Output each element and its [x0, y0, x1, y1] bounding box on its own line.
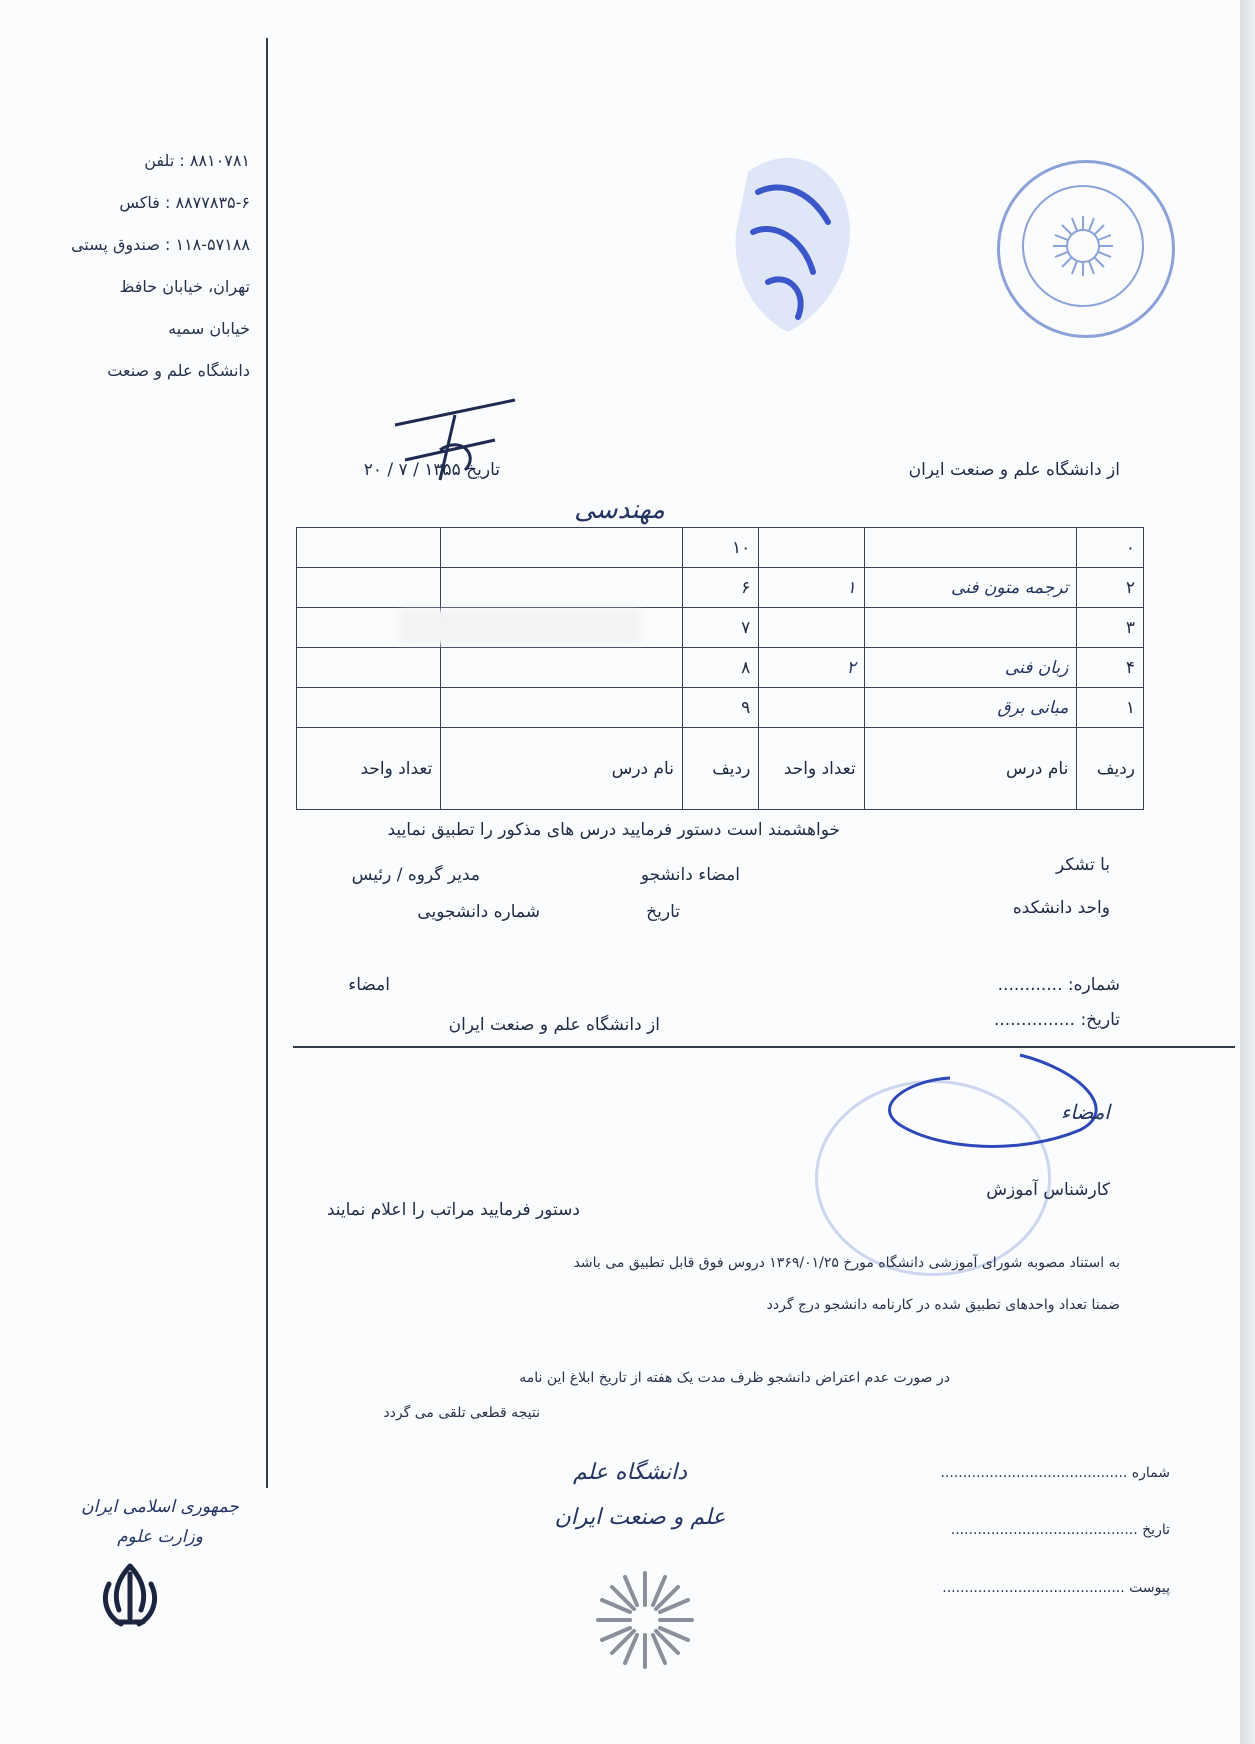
university-name-line: علم و صنعت ایران: [554, 1505, 726, 1530]
sidebar-line: دانشگاه علم و صنعت: [107, 361, 250, 380]
thanks-label: با تشکر: [1056, 855, 1110, 875]
table-cell: [297, 688, 441, 728]
final-line: نتیجه قطعی تلقی می گردد: [383, 1405, 540, 1421]
table-cell: ۸: [682, 648, 758, 688]
number-field: شماره: ............: [997, 975, 1120, 995]
university-name-line: دانشگاه علم: [572, 1460, 688, 1485]
request-line: خواهشمند است دستور فرمایید درس های مذکور را تطبیق نمایید: [387, 820, 840, 840]
iran-emblem-icon: [95, 1560, 165, 1632]
approval-line: به استناد مصوبه شورای آموزشی دانشگاه مورخ ۱۳۶۹/۰۱/۲۵ دروس فوق قابل تطبیق می باشد: [573, 1255, 1120, 1271]
table-header-cell: تعداد واحد: [297, 728, 441, 810]
registration-line: ضمنا تعداد واحدهای تطبیق شده در کارنامه دانشجو درج گردد: [766, 1297, 1120, 1313]
table-cell: ۶: [682, 568, 758, 608]
emblem-caption-line: وزارت علوم: [117, 1527, 203, 1547]
table-cell: [759, 688, 864, 728]
table-cell: [297, 648, 441, 688]
table-header-cell: تعداد واحد: [759, 728, 864, 810]
table-header-cell: نام درس: [864, 728, 1077, 810]
student-signature-label: امضاء دانشجو: [640, 865, 740, 885]
table-cell: ۲: [759, 648, 864, 688]
date-field: تاریخ: ...............: [993, 1010, 1120, 1030]
signature-label: امضاء: [348, 975, 390, 995]
emblem-caption: [50, 1492, 270, 1552]
registrar-signature: امضاء: [1060, 1100, 1110, 1124]
header-handwritten-note: مهندسی: [574, 495, 665, 525]
emblem-caption-line: جمهوری اسلامی ایران: [81, 1497, 239, 1517]
table-cell: [864, 528, 1077, 568]
table-cell: [441, 528, 683, 568]
table-cell: [297, 528, 441, 568]
table-cell: مبانی برق: [864, 688, 1077, 728]
table-cell: ۱: [1077, 688, 1144, 728]
table-cell: [441, 568, 683, 608]
sidebar-contact: [20, 140, 250, 392]
table-row: [297, 568, 1144, 608]
sidebar-line: خیابان سمیه: [168, 319, 250, 338]
header-signature-icon: [385, 395, 525, 485]
bottom-date-field: تاریخ ..........................................: [950, 1522, 1170, 1538]
section-divider: [293, 1046, 1235, 1048]
table-cell: [441, 688, 683, 728]
table-cell: ۴: [1077, 648, 1144, 688]
table-row: [297, 648, 1144, 688]
table-cell: [759, 528, 864, 568]
faculty-unit-label: واحد دانشکده: [1012, 898, 1110, 918]
table-header-cell: ردیف: [1077, 728, 1144, 810]
table-cell: ۷: [682, 608, 758, 648]
redaction-blur: [400, 610, 640, 644]
course-table: [296, 527, 1144, 810]
instruction-line: دستور فرمایید مراتب را اعلام نمایند: [326, 1200, 580, 1220]
table-row: [297, 688, 1144, 728]
blue-seal-icon: [718, 142, 863, 342]
student-id-label: شماره دانشجویی: [417, 902, 540, 922]
table-cell: زبان فنی: [864, 648, 1077, 688]
table-cell: [297, 568, 441, 608]
table-row: [297, 528, 1144, 568]
table-cell: ترجمه متون فنی: [864, 568, 1077, 608]
university-logo-icon: [590, 1565, 700, 1675]
table-header-cell: نام درس: [441, 728, 683, 810]
table-cell: ۲: [1077, 568, 1144, 608]
header-date-note: تاریخ ۱۳۵۵ / ۷ / ۲۰: [363, 460, 500, 480]
bottom-attachment-field: پیوست .........................................: [942, 1580, 1170, 1596]
table-cell: ۳: [1077, 608, 1144, 648]
table-cell: ۹: [682, 688, 758, 728]
sidebar-line: تهران، خیابان حافظ: [119, 277, 250, 296]
table-cell: [759, 608, 864, 648]
objection-line: در صورت عدم اعتراض دانشجو ظرف مدت یک هفته از تاریخ ابلاغ این نامه: [519, 1370, 950, 1386]
sidebar-line: ۱۱۸-۵۷۱۸۸ : صندوق پستی: [70, 235, 250, 254]
head-signature-label: مدیر گروه / رئیس: [351, 865, 480, 885]
table-cell: [864, 608, 1077, 648]
education-expert-label: کارشناس آموزش: [986, 1180, 1110, 1200]
paper-edge: [1240, 0, 1255, 1744]
header-university-title: از دانشگاه علم و صنعت ایران: [908, 460, 1120, 480]
university-stamp-icon: [997, 160, 1175, 338]
sidebar-line: ۸۸۷۷۸۳۵-۶ : فاکس: [119, 193, 250, 212]
table-cell: [441, 648, 683, 688]
sidebar-line: ۸۸۱۰۷۸۱ : تلفن: [144, 151, 250, 170]
bottom-number-field: شماره ..........................................: [940, 1465, 1170, 1481]
table-cell: ۱۰: [682, 528, 758, 568]
table-cell: ۱: [759, 568, 864, 608]
table-cell: ۰: [1077, 528, 1144, 568]
table-header-row: [297, 728, 1144, 810]
table-header-cell: ردیف: [682, 728, 758, 810]
date-label: تاریخ: [646, 902, 680, 922]
sidebar-divider: [266, 38, 268, 1488]
from-university-label: از دانشگاه علم و صنعت ایران: [448, 1015, 660, 1035]
